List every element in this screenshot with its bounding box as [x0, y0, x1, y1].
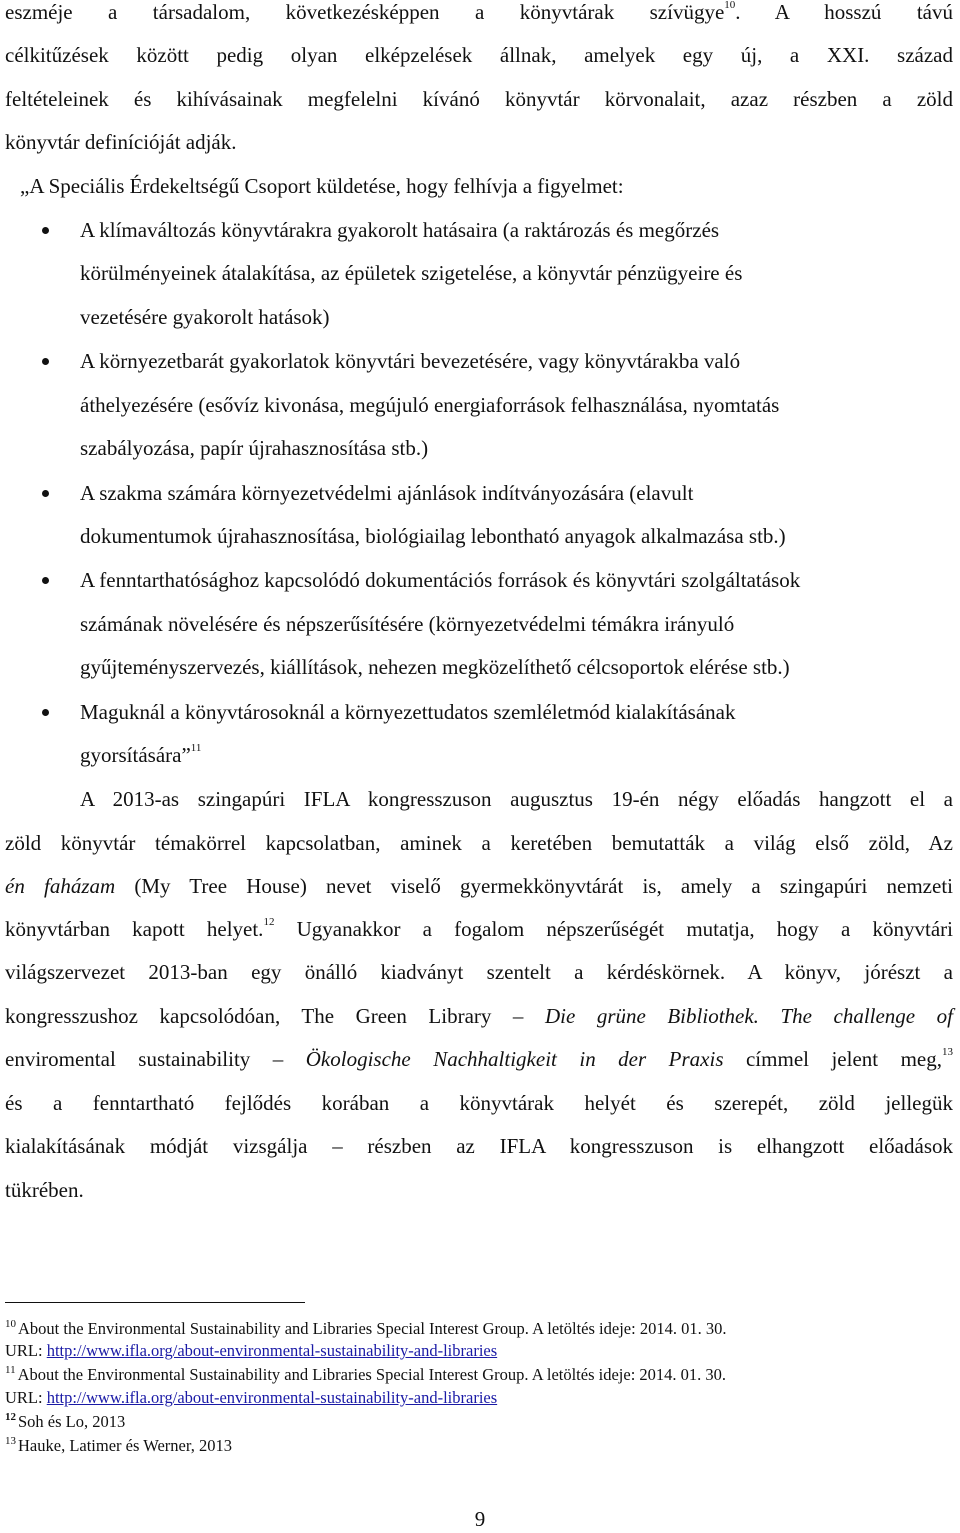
- paragraph-line: könyvtárban kapott helyet.$^{12}$ Ugyanakkor a fogalom népszerűségét mutatja, hogy a könyvtári: [5, 916, 953, 941]
- footnote-11-url: URL: http://www.ifla.org/about-environmental-sustainability-and-libraries: [5, 1388, 498, 1407]
- paragraph-line: kongresszushoz kapcsolódóan, The Green Library – Die grüne Bibliothek. The challenge of: [5, 1004, 953, 1028]
- footnote-ref[interactable]: 10: [724, 0, 736, 11]
- paragraph-line: világszervezet 2013-ban egy önálló kiadványt szentelt a kérdéskörnek. A könyv, jórészt a: [5, 960, 953, 984]
- footnote-separator: [5, 1302, 305, 1303]
- paragraph-line: kialakításának módját vizsgálja – részben az IFLA kongresszuson is elhangzott előadások: [5, 1134, 953, 1158]
- paragraph-line: könyvtár definícióját adják.: [5, 130, 237, 154]
- bullet-line: Maguknál a könyvtárosoknál a környezettudatos szemléletmód kialakításának: [80, 700, 736, 724]
- bullet-line: számának növelésére és népszerűsítésére (környezetvédelmi témákra irányuló: [80, 612, 735, 636]
- footnote-link[interactable]: http://www.ifla.org/about-environmental-sustainability-and-libraries: [46, 1341, 498, 1360]
- footnote-10-url: URL: http://www.ifla.org/about-environmental-sustainability-and-libraries: [5, 1341, 498, 1360]
- footnote-ref[interactable]: 12: [263, 916, 275, 928]
- paragraph-line: zöld könyvtár témakörrel kapcsolatban, aminek a keretében bemutatták a világ első zöld, Az: [5, 831, 953, 855]
- quote-intro: „A Speciális Érdekeltségű Csoport küldetése, hogy felhívja a figyelmet:: [20, 174, 624, 198]
- bullet-icon: [42, 490, 49, 497]
- paragraph-line: én faházam (My Tree House) nevet viselő gyermekkönyvtárát is, amely a szingapúri nemzeti: [5, 874, 953, 898]
- bullet-icon: [42, 709, 49, 716]
- footnote-ref[interactable]: 11: [190, 742, 202, 754]
- footnote-13: $^{13}$ Hauke, Latimer és Werner, 2013: [5, 1435, 232, 1455]
- bullet-icon: [42, 358, 49, 365]
- footnote-10: $^{10}$ About the Environmental Sustainability and Libraries Special Interest Group. A letöltés ideje: 2014. 01. 30.: [5, 1318, 727, 1338]
- bullet-line: körülményeinek átalakítása, az épületek szigetelése, a könyvtár pénzügyeire és: [80, 261, 743, 285]
- bullet-line: A klímaváltozás könyvtárakra gyakorolt hatásaira (a raktározás és megőrzés: [80, 218, 720, 242]
- paragraph-line: feltételeinek és kihívásainak megfelelni kívánó könyvtár körvonalait, azaz részben a zöld: [5, 87, 953, 111]
- bullet-icon: [42, 577, 49, 584]
- paragraph-line: és a fenntartható fejlődés korában a könyvtárak helyét és szerepét, zöld jellegük: [5, 1091, 953, 1115]
- paragraph-line: célkitűzések között pedig olyan elképzelések állnak, amelyek egy új, a XXI. század: [5, 43, 953, 67]
- paragraph-line: enviromental sustainability – Ökologische Nachhaltigkeit in der Praxis címmel jelent meg,$^{13}$: [5, 1046, 953, 1071]
- bullet-line: gyorsítására”$^{11}$: [80, 742, 202, 767]
- bullet-line: vezetésére gyakorolt hatások): [80, 305, 330, 329]
- bullet-line: A fenntarthatósághoz kapcsolódó dokumentációs források és könyvtári szolgáltatások: [80, 568, 801, 592]
- footnote-12: $^{12}$ Soh és Lo, 2013: [5, 1411, 126, 1431]
- bullet-line: A környezetbarát gyakorlatok könyvtári bevezetésére, vagy könyvtárakba való: [80, 349, 741, 373]
- paragraph-line: A 2013-as szingapúri IFLA kongresszuson augusztus 19-én négy előadás hangzott el a: [80, 787, 953, 811]
- paragraph-line: eszméje a társadalom, következésképpen a könyvtárak szívügye$^{10}$. A hosszú távú: [5, 0, 953, 24]
- footnote-ref[interactable]: 13: [942, 1046, 953, 1058]
- bullet-line: A szakma számára környezetvédelmi ajánlások indítványozására (elavult: [80, 481, 694, 505]
- footnote-11: $^{11}$ About the Environmental Sustainability and Libraries Special Interest Group. A letöltés ideje: 2014. 01. 30.: [5, 1364, 727, 1384]
- bullet-line: áthelyezésére (esővíz kivonása, megújuló energiaforrások felhasználása, nyomtatás: [80, 393, 780, 417]
- footnote-link[interactable]: http://www.ifla.org/about-environmental-sustainability-and-libraries: [46, 1388, 498, 1407]
- bullet-icon: [42, 227, 49, 234]
- bullet-line: gyűjteményszervezés, kiállítások, nehezen megközelíthető célcsoportok elérése stb.): [80, 655, 790, 679]
- bullet-line: szabályozása, papír újrahasznosítása stb.): [80, 436, 429, 460]
- paragraph-line: tükrében.: [5, 1178, 84, 1202]
- page-number: 9: [474, 1507, 486, 1531]
- bullet-line: dokumentumok újrahasznosítása, biológiailag lebontható anyagok alkalmazása stb.): [80, 524, 786, 548]
